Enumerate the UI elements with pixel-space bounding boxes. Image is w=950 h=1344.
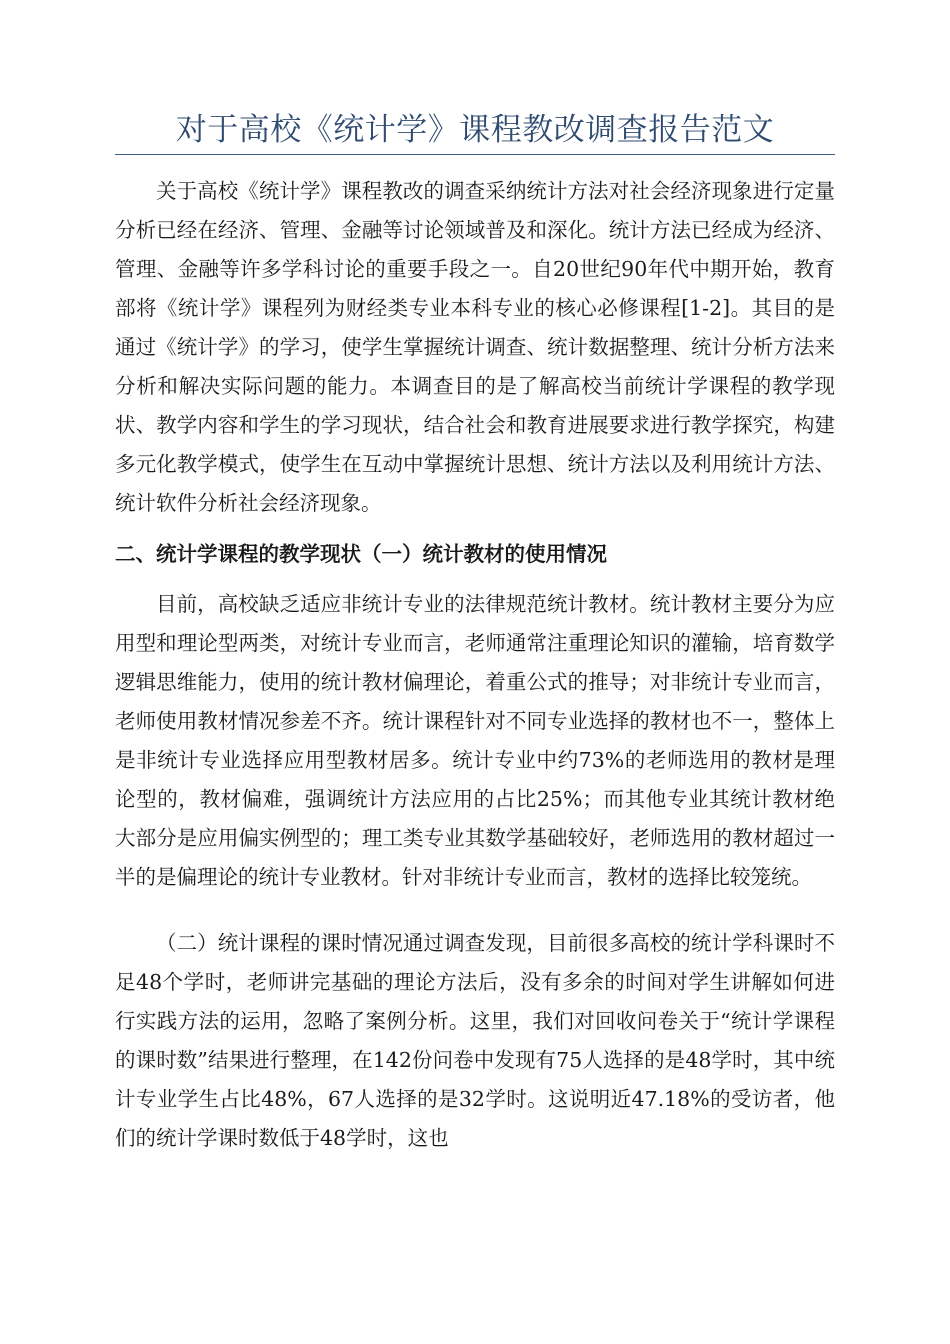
title-underline [115,154,835,155]
paragraph-class-hours: （二）统计课程的课时情况通过调查发现，目前很多高校的统计学科课时不足48个学时，老师讲完基础的理论方法后，没有多余的时间对学生讲解如何进行实践方法的运用，忽略了案例分析。这里，我们对回收问卷关于“统计学课程的课时数”结果进行整理，在142份问卷中发现有75人选择的是48学时，其中统计专业学生占比48%，67人选择的是32学时。这说明近47.18%的受访者，他们的统计学课时数低于48学时，这也 [115,931,835,1150]
paragraph-intro: 关于高校《统计学》课程教改的调查采纳统计方法对社会经济现象进行定量分析已经在经济、管理、金融等讨论领域普及和深化。统计方法已经成为经济、管理、金融等许多学科讨论的重要手段之一。自20世纪90年代中期开始，教育部将《统计学》课程列为财经类专业本科专业的核心必修课程[1-2]。其目的是通过《统计学》的学习，使学生掌握统计调查、统计数据整理、统计分析方法来分析和解决实际问题的能力。本调查目的是了解高校当前统计学课程的教学现状、教学内容和学生的学习现状，结合社会和教育进展要求进行教学探究，构建多元化教学模式，使学生在互动中掌握统计思想、统计方法以及利用统计方法、统计软件分析社会经济现象。 [115,179,835,515]
paragraph-textbooks: 目前，高校缺乏适应非统计专业的法律规范统计教材。统计教材主要分为应用型和理论型两类，对统计专业而言，老师通常注重理论知识的灌输，培育数学逻辑思维能力，使用的统计教材偏理论，着重公式的推导；对非统计专业而言，老师使用教材情况参差不齐。统计课程针对不同专业选择的教材也不一，整体上是非统计专业选择应用型教材居多。统计专业中约73%的老师选用的教材是理论型的，教材偏难，强调统计方法应用的占比25%；而其他专业其统计教材绝大部分是应用偏实例型的；理工类专业其数学基础较好，老师选用的教材超过一半的是偏理论的统计专业教材。针对非统计专业而言，教材的选择比较笼统。 [115,592,835,889]
document-title: 对于高校《统计学》课程教改调查报告范文 [175,112,775,148]
section-heading: 二、统计学课程的教学现状（一）统计教材的使用情况 [115,542,607,566]
document-body [115,172,835,1158]
